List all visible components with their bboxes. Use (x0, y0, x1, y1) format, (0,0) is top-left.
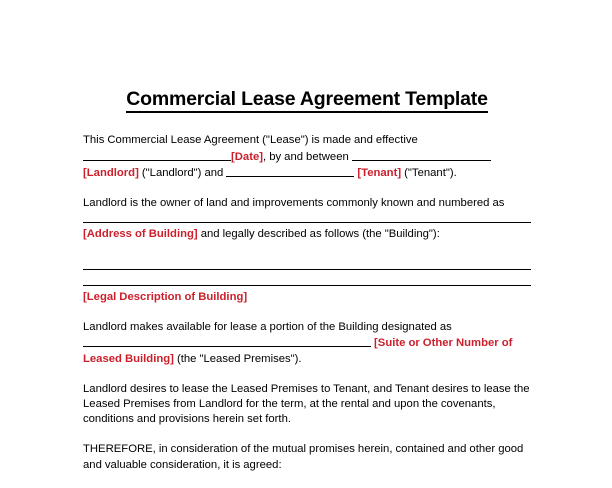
premises-text-1: Landlord makes available for lease a portion of the Building designated as (83, 321, 452, 334)
building-text-2: and legally described as follows (the "Building"): (197, 228, 440, 241)
paragraph-intro (83, 133, 531, 181)
intro-text-2: , by and between (263, 150, 352, 163)
legal-description-blank-line-2[interactable] (83, 274, 531, 286)
building-text-1: Landlord is the owner of land and improvements commonly known and numbered as (83, 197, 505, 210)
tenant-placeholder[interactable]: [Tenant] (357, 166, 402, 179)
paragraph-desires: Landlord desires to lease the Leased Premises to Tenant, and Tenant desires to lease the Leased Premises from Landlord for the term, at the rental and upon the covenants, conditions and provisions herein set forth. (83, 382, 530, 426)
date-placeholder[interactable]: [Date] (231, 150, 264, 163)
building-address-blank[interactable] (83, 211, 531, 223)
page-title (83, 88, 531, 111)
intro-text-4: ("Tenant"). (401, 166, 457, 179)
legal-description-blank-line-1[interactable] (83, 258, 531, 270)
address-of-building-placeholder[interactable]: [Address of Building] (83, 228, 198, 241)
landlord-placeholder[interactable]: [Landlord] (83, 166, 139, 179)
intro-text-3: ("Landlord") and (138, 166, 227, 179)
suite-number-placeholder[interactable]: [Suite or Other Number of Leased Building] (83, 337, 513, 365)
page-title-text: Commercial Lease Agreement Template (126, 88, 487, 113)
paragraph-legal-description (83, 258, 531, 306)
paragraph-premises (83, 320, 531, 367)
document-body (83, 88, 531, 488)
legal-description-placeholder[interactable]: [Legal Description of Building] (83, 291, 248, 304)
effective-date-blank[interactable] (83, 149, 231, 161)
premises-text-2: (the "Leased Premises"). (173, 352, 302, 365)
intro-text-1: This Commercial Lease Agreement ("Lease") is made and effective (83, 134, 418, 147)
landlord-name-blank[interactable] (352, 149, 491, 161)
tenant-name-blank[interactable] (226, 165, 354, 177)
paragraph-therefore: THEREFORE, in consideration of the mutual promises herein, contained and other good and valuable consideration, it is agreed: (83, 443, 524, 471)
suite-number-blank[interactable] (83, 335, 371, 347)
paragraph-building (83, 196, 531, 243)
